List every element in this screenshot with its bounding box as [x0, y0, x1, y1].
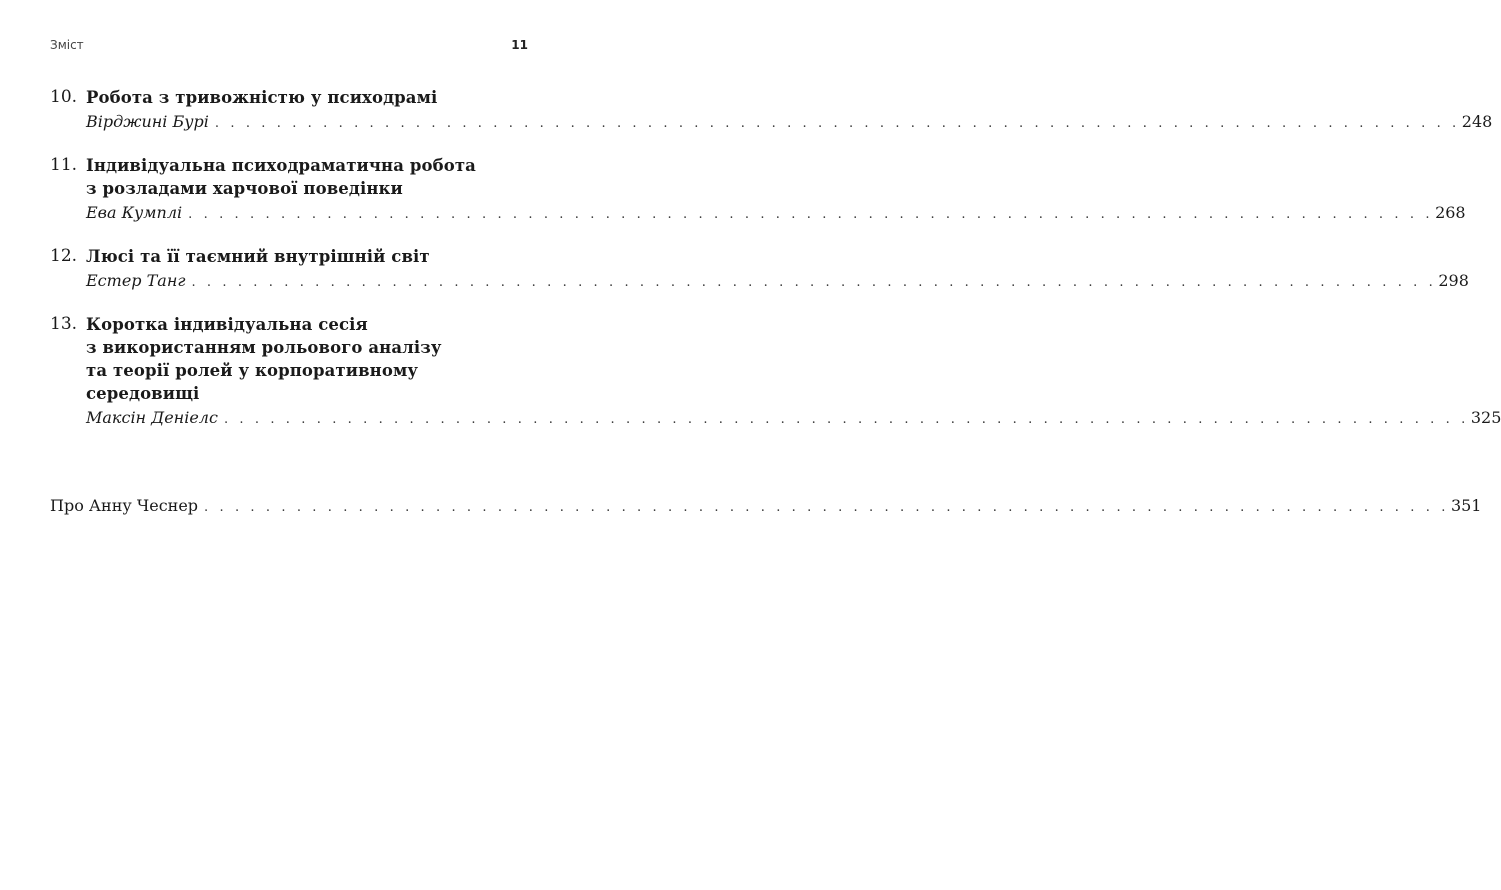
- entry-title-line: Коротка індивідуальна сесія: [86, 315, 368, 334]
- running-head: [50, 38, 528, 52]
- table-of-contents: [50, 86, 1501, 450]
- entry-title-line: та теорії ролей у корпоративному: [86, 361, 419, 380]
- dot-leader: [188, 207, 1433, 222]
- entry-author: Вірджині Бурі: [86, 112, 209, 131]
- entry-author: Ева Кумплі: [86, 203, 183, 222]
- entry-number: 12.: [50, 246, 78, 266]
- dot-leader: [215, 116, 1460, 131]
- entry-title: [86, 154, 1466, 200]
- toc-entry[interactable]: [50, 245, 1469, 292]
- entry-body: [86, 86, 1492, 133]
- entry-title: [86, 245, 1469, 268]
- author-line: [86, 269, 1469, 292]
- entry-title-line: з використанням рольового аналізу: [86, 338, 442, 357]
- toc-entry[interactable]: [50, 154, 1466, 224]
- author-line: [86, 201, 1466, 224]
- entry-body: [86, 154, 1466, 224]
- entry-body: [86, 313, 1501, 429]
- author-line: [86, 110, 1492, 133]
- entry-number: 10.: [50, 87, 78, 107]
- section-name: Зміст: [50, 38, 84, 52]
- toc-entry[interactable]: [50, 86, 1493, 133]
- about-label: Про Анну Чеснер: [50, 496, 199, 515]
- dot-leader: [204, 500, 1449, 515]
- dot-leader: [224, 412, 1469, 427]
- entry-number: 13.: [50, 314, 78, 334]
- entry-title: [86, 86, 1492, 109]
- about-line: [50, 494, 1482, 517]
- page-number: 11: [511, 38, 528, 52]
- entry-page: 325: [1470, 408, 1501, 427]
- dot-leader: [191, 275, 1436, 290]
- entry-number: 11.: [50, 155, 78, 175]
- entry-title-line: Робота з тривожністю у психодрамі: [86, 88, 438, 107]
- entry-page: 268: [1435, 203, 1466, 222]
- entry-author: Естер Танг: [86, 271, 186, 290]
- entry-title-line: Індивідуальна психодраматична робота: [86, 156, 476, 175]
- entry-title-line: Люсі та її таємний внутрішній світ: [86, 247, 430, 266]
- entry-title-line: з розладами харчової поведінки: [86, 179, 403, 198]
- entry-title: [86, 313, 1501, 405]
- about-author-entry[interactable]: [50, 494, 1482, 517]
- author-line: [86, 406, 1501, 429]
- toc-entry[interactable]: [50, 313, 1501, 429]
- entry-author: Максін Деніелс: [86, 408, 218, 427]
- entry-body: [86, 245, 1469, 292]
- entry-page: 248: [1461, 112, 1493, 131]
- entry-page: 298: [1438, 271, 1469, 290]
- about-page: 351: [1450, 496, 1482, 515]
- entry-title-line: середовищі: [86, 384, 200, 403]
